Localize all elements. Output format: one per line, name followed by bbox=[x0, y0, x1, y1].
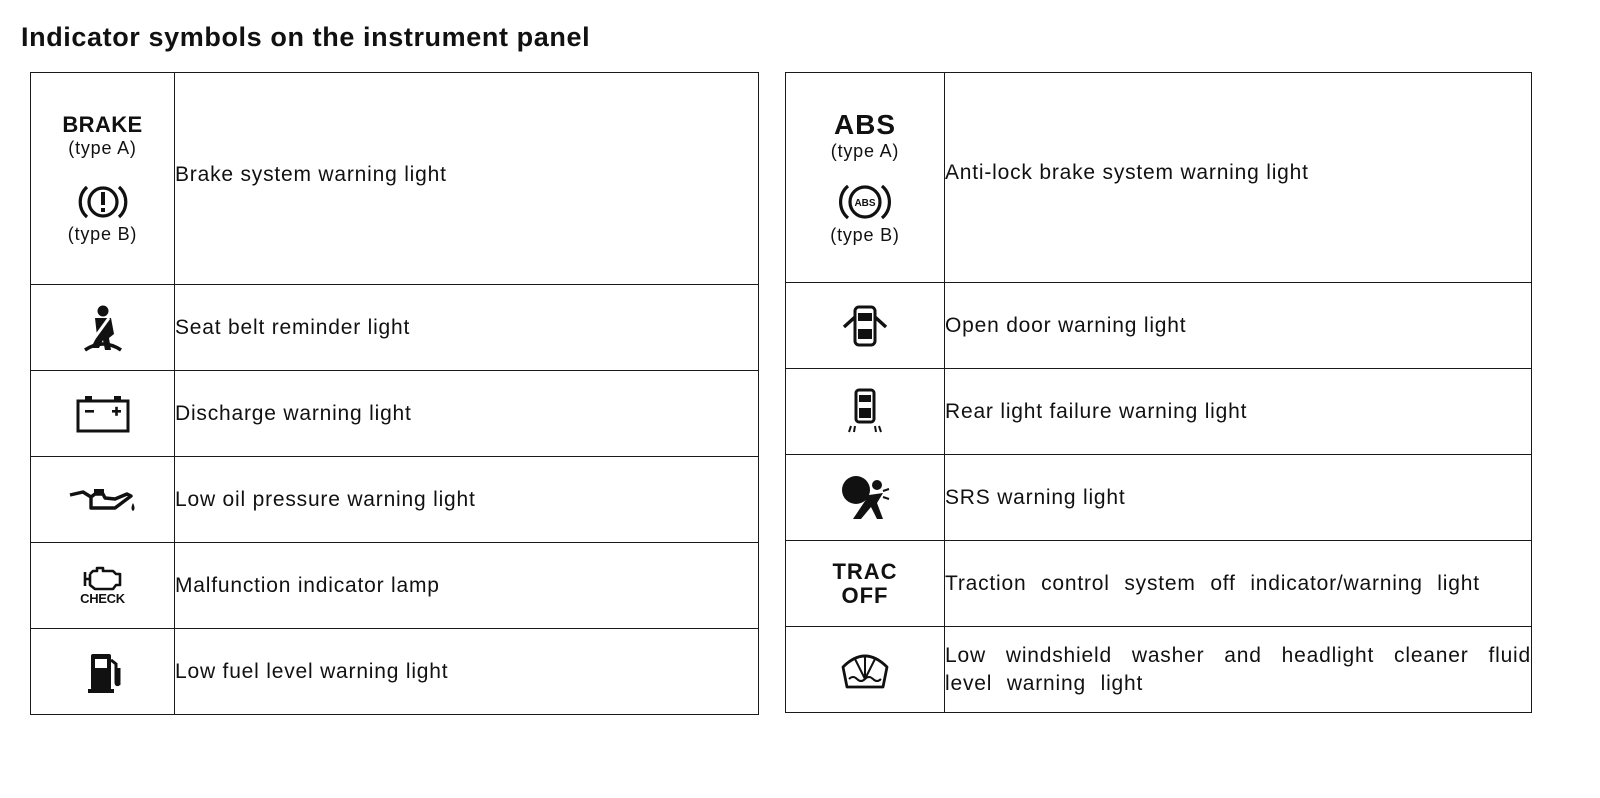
symbol-cell bbox=[786, 369, 945, 455]
battery-icon bbox=[31, 394, 174, 434]
abs-inner-text: ABS bbox=[854, 197, 876, 209]
table-row bbox=[786, 455, 1532, 541]
description-cell: Brake system warning light bbox=[175, 73, 759, 285]
washer-fluid-icon bbox=[786, 649, 944, 691]
description-cell: Anti-lock brake system warning light bbox=[945, 73, 1532, 283]
brake-circle-exclamation-icon bbox=[31, 181, 174, 223]
symbol-cell bbox=[786, 283, 945, 369]
description-cell: Low oil pressure warning light bbox=[175, 457, 759, 543]
table-row bbox=[786, 369, 1532, 455]
seat-belt-icon bbox=[31, 304, 174, 352]
indicator-table-right bbox=[785, 72, 1532, 713]
srs-airbag-icon bbox=[786, 473, 944, 523]
description-cell: Open door warning light bbox=[945, 283, 1532, 369]
table-row bbox=[786, 541, 1532, 627]
description-cell: Malfunction indicator lamp bbox=[175, 543, 759, 629]
description-cell: Seat belt reminder light bbox=[175, 285, 759, 371]
symbol-cell bbox=[786, 627, 945, 713]
table-row bbox=[786, 283, 1532, 369]
symbol-cell bbox=[786, 455, 945, 541]
type-b-label: (type B) bbox=[67, 223, 138, 244]
trac-label: TRAC bbox=[832, 558, 898, 584]
abs-circle-icon bbox=[786, 180, 944, 224]
table-row bbox=[31, 543, 759, 629]
off-label: OFF bbox=[841, 582, 889, 608]
table-row bbox=[786, 627, 1532, 713]
symbol-cell bbox=[31, 285, 175, 371]
symbol-cell bbox=[31, 73, 175, 285]
description-cell: Low fuel level warning light bbox=[175, 629, 759, 715]
table-row bbox=[31, 457, 759, 543]
table-row bbox=[31, 285, 759, 371]
brake-label: BRAKE bbox=[62, 111, 143, 137]
type-a-label: (type A) bbox=[68, 137, 137, 158]
description-cell: Traction control system off indicator/warning light bbox=[945, 541, 1532, 627]
check-label: CHECK bbox=[80, 590, 125, 606]
fuel-pump-icon bbox=[31, 650, 174, 694]
open-door-car-icon bbox=[786, 303, 944, 349]
symbol-cell bbox=[786, 73, 945, 283]
engine-icon bbox=[31, 566, 174, 592]
symbol-cell bbox=[31, 457, 175, 543]
indicator-table-left bbox=[30, 72, 759, 715]
symbol-cell bbox=[31, 543, 175, 629]
table-row bbox=[31, 629, 759, 715]
description-cell: Discharge warning light bbox=[175, 371, 759, 457]
table-row bbox=[31, 73, 759, 285]
symbol-cell bbox=[31, 371, 175, 457]
oil-can-icon bbox=[31, 484, 174, 516]
symbol-cell bbox=[786, 541, 945, 627]
rear-light-car-icon bbox=[786, 388, 944, 436]
abs-label: ABS bbox=[833, 108, 897, 140]
description-cell: Low windshield washer and headlight cleaner fluid level warning light bbox=[945, 627, 1532, 713]
type-b-label: (type B) bbox=[830, 224, 900, 245]
description-cell: Rear light failure warning light bbox=[945, 369, 1532, 455]
page-title: Indicator symbols on the instrument panel bbox=[21, 22, 591, 52]
table-row bbox=[31, 371, 759, 457]
symbol-cell bbox=[31, 629, 175, 715]
description-cell: SRS warning light bbox=[945, 455, 1532, 541]
table-row bbox=[786, 73, 1532, 283]
type-a-label: (type A) bbox=[830, 140, 900, 161]
